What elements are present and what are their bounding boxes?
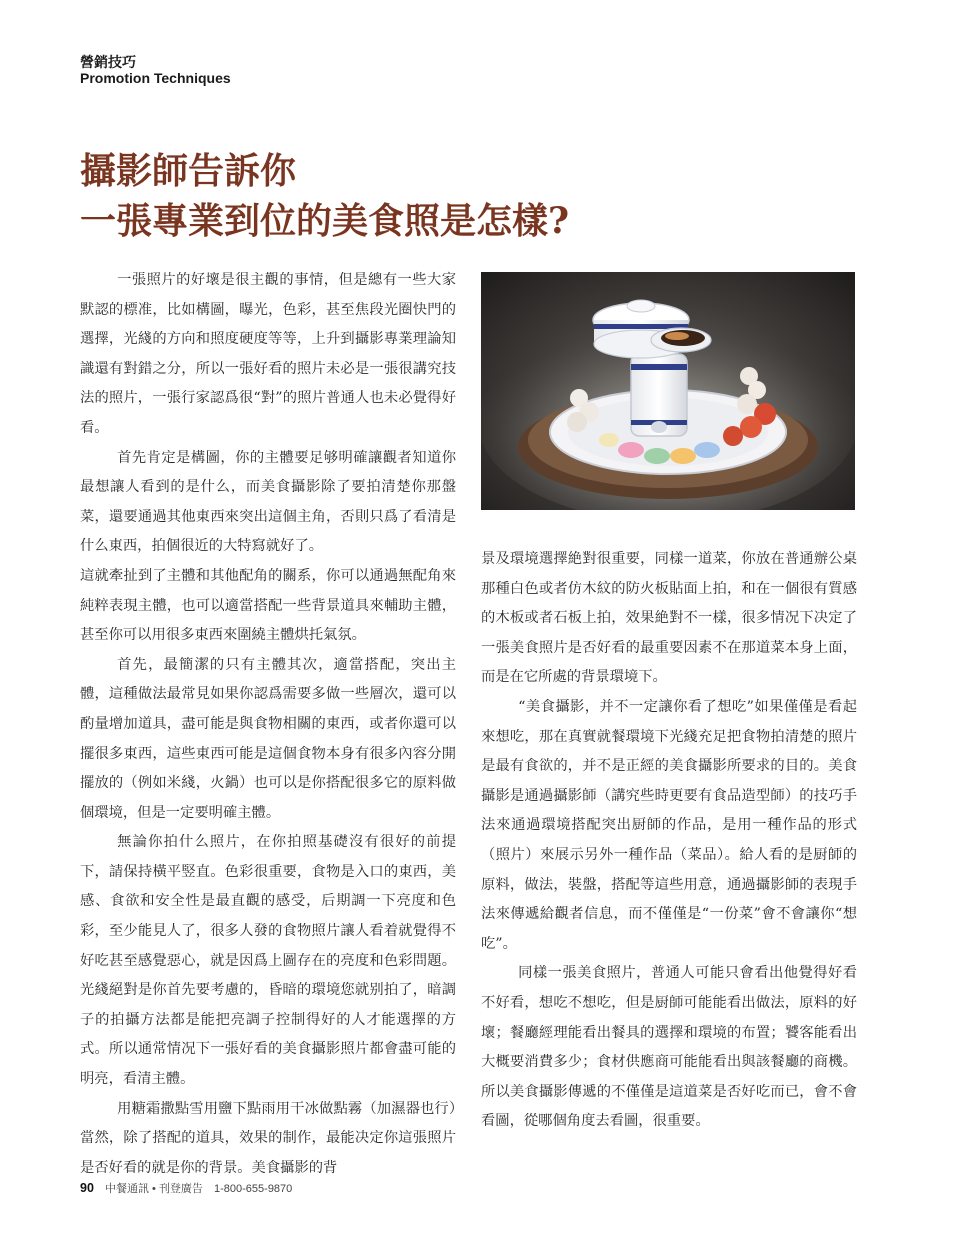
publication-name: 中餐通訊 • 刊登廣告 (104, 1183, 203, 1195)
phone-number: 1-800-655-9870 (214, 1183, 293, 1195)
title-line-1: 攝影師告訴你 (80, 150, 297, 192)
paragraph: 無論你拍什么照片，在你拍照基礎沒有很好的前提下，請保持橫平竪直。色彩很重要，食物是入口的東西，美感、食欲和安全性是最直觀的感受，后期調一下亮度和色彩，至少能見人了，很多人發的食物照片讓人看着就覺得不好吃甚至感覺惡心，就是因爲上圖存在的亮度和色彩問題。光綫絕對是你首先要考慮的，昏暗的環境您就别拍了，暗調子的拍攝方法都是能把亮調子控制得好的人才能選擇的方式。所以通常情况下一張好看的美食攝影照片都會盡可能的明亮，看清主體。 (80, 834, 456, 1088)
hotpot-dessert-illustration (481, 272, 855, 510)
article-title (80, 146, 880, 246)
food-photo (481, 272, 855, 510)
page-footer (80, 1180, 292, 1196)
paragraph: 首先，最簡潔的只有主體其次，適當搭配，突出主體，這種做法最常見如果你認爲需要多做一些層次，還可以酌量增加道具，盡可能是與食物相關的東西，或者你還可以擺很多東西，這些東西可能是這個食物本身有很多內容分開擺放的（例如米綫，火鍋）也可以是你搭配很多它的原料做個環境，但是一定要明確主體。 (80, 656, 456, 821)
paragraph: 同樣一張美食照片，普通人可能只會看出他覺得好看不好看，想吃不想吃，但是厨師可能能看出做法，原料的好壞；餐廳經理能看出餐具的選擇和環境的布置；饕客能看出大概要消費多少；食材供應商可能能看出與該餐廳的商機。所以美食攝影傳遞的不僅僅是這道菜是否好吃而已，會不會看圖，從哪個角度去看圖，很重要。 (481, 965, 857, 1130)
section-label-english: Promotion Techniques (80, 70, 231, 86)
right-column (481, 545, 857, 1137)
section-label-chinese: 營銷技巧 (80, 55, 136, 71)
page-number: 90 (80, 1181, 94, 1195)
paragraph: 用糖霜撒點雪用鹽下點雨用干冰做點霧（加濕器也行）當然，除了搭配的道具，效果的制作，最能决定你這張照片是否好看的就是你的背景。美食攝影的背 (80, 1100, 456, 1176)
paragraph: 首先肯定是構圖，你的主體要足够明確讓觀者知道你最想讓人看到的是什么，而美食攝影除了要拍清楚你那盤菜，還要通過其他東西來突出這個主角，否則只爲了看清是什么東西，拍個很近的大特寫就好了。 (80, 449, 456, 555)
paragraph: 這就牽扯到了主體和其他配角的關系，你可以通過無配角來純粹表現主體，也可以適當搭配一些背景道具來輔助主體，甚至你可以用很多東西來圍繞主體烘托氣氛。 (80, 567, 456, 644)
title-line-2: 一張專業到位的美食照是怎樣? (80, 200, 570, 242)
paragraph: 一張照片的好壞是很主觀的事情，但是總有一些大家默認的標准，比如構圖，曝光，色彩，甚至焦段光圈快門的選擇，光綫的方向和照度硬度等等，上升到攝影專業理論知識還有對錯之分，所以一張好看的照片未必是一張很講究技法的照片，一張行家認爲很“對”的照片普通人也未必覺得好看。 (80, 272, 456, 436)
paragraph: “美食攝影，并不一定讓你看了想吃”如果僅僅是看起來想吃，那在真實就餐環境下光綫充足把食物拍清楚的照片是最有食欲的，并不是正經的美食攝影所要求的目的。美食攝影是通過攝影師（講究些時更要有食品造型師）的技巧手法來通過環境搭配突出厨師的作品，是用一種作品的形式（照片）來展示另外一種作品（菜品）。給人看的是厨師的原料，做法，裝盤，搭配等這些用意，通過攝影師的表現手法來傳遞給觀者信息，而不僅僅是“一份菜”會不會讓你“想吃”。 (481, 698, 857, 952)
left-column (80, 266, 456, 1183)
paragraph: 景及環境選擇絶對很重要，同樣一道菜，你放在普通辦公桌那種白色或者仿木紋的防火板貼面上拍，和在一個很有質感的木板或者石板上拍，效果絶對不一樣，很多情况下决定了一張美食照片是否好看的最重要因素不在那道菜本身上面，而是在它所處的背景環境下。 (481, 551, 857, 686)
